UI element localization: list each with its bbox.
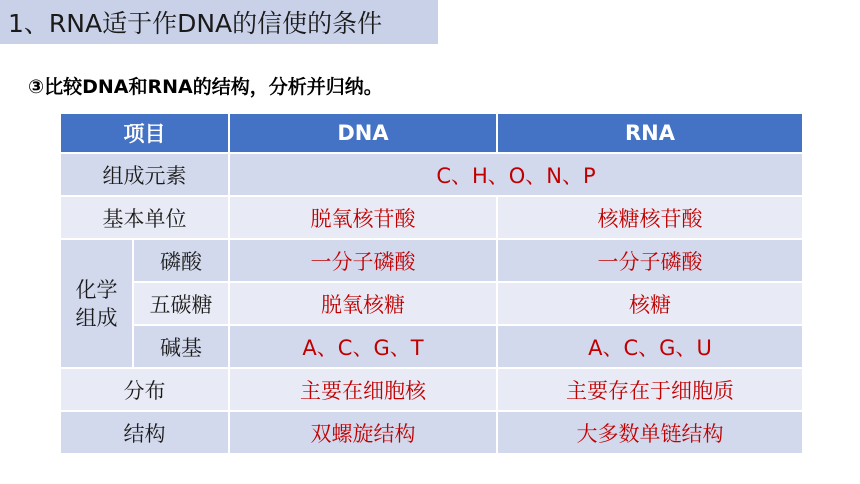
row-label-composition xyxy=(60,239,133,368)
cell-dna-unit: 脱氧核苷酸 xyxy=(229,196,497,239)
cell-dna-sugar: 脱氧核糖 xyxy=(229,282,497,325)
row-label-phosphate: 磷酸 xyxy=(133,239,229,282)
cell-rna-base: A、C、G、U xyxy=(497,325,803,368)
composition-label-text: 化学组成 xyxy=(75,277,118,330)
table-row xyxy=(60,239,803,282)
header-item: 项目 xyxy=(60,113,229,153)
slide-title xyxy=(0,0,438,44)
cell-dna-structure: 双螺旋结构 xyxy=(229,411,497,454)
slide-subtitle: ③比较DNA和RNA的结构，分析并归纳。 xyxy=(28,76,383,98)
row-label-base: 碱基 xyxy=(133,325,229,368)
table-row xyxy=(60,153,803,196)
slide-title-text: 1、RNA适于作DNA的信使的条件 xyxy=(8,9,383,38)
header-dna: DNA xyxy=(229,113,497,153)
cell-dna-base: A、C、G、T xyxy=(229,325,497,368)
table-row xyxy=(60,282,803,325)
header-rna: RNA xyxy=(497,113,803,153)
cell-rna-phosphate: 一分子磷酸 xyxy=(497,239,803,282)
cell-rna-distribution: 主要存在于细胞质 xyxy=(497,368,803,411)
row-label-structure: 结构 xyxy=(60,411,229,454)
row-label-unit: 基本单位 xyxy=(60,196,229,239)
cell-rna-unit: 核糖核苷酸 xyxy=(497,196,803,239)
table-row xyxy=(60,196,803,239)
cell-rna-structure: 大多数单链结构 xyxy=(497,411,803,454)
cell-dna-phosphate: 一分子磷酸 xyxy=(229,239,497,282)
row-label-elements: 组成元素 xyxy=(60,153,229,196)
comparison-table xyxy=(59,112,804,455)
cell-rna-sugar: 核糖 xyxy=(497,282,803,325)
table-row xyxy=(60,368,803,411)
table-row xyxy=(60,411,803,454)
cell-elements: C、H、O、N、P xyxy=(229,153,803,196)
table-row xyxy=(60,325,803,368)
header-row xyxy=(60,113,803,153)
row-label-distribution: 分布 xyxy=(60,368,229,411)
row-label-sugar: 五碳糖 xyxy=(133,282,229,325)
cell-dna-distribution: 主要在细胞核 xyxy=(229,368,497,411)
